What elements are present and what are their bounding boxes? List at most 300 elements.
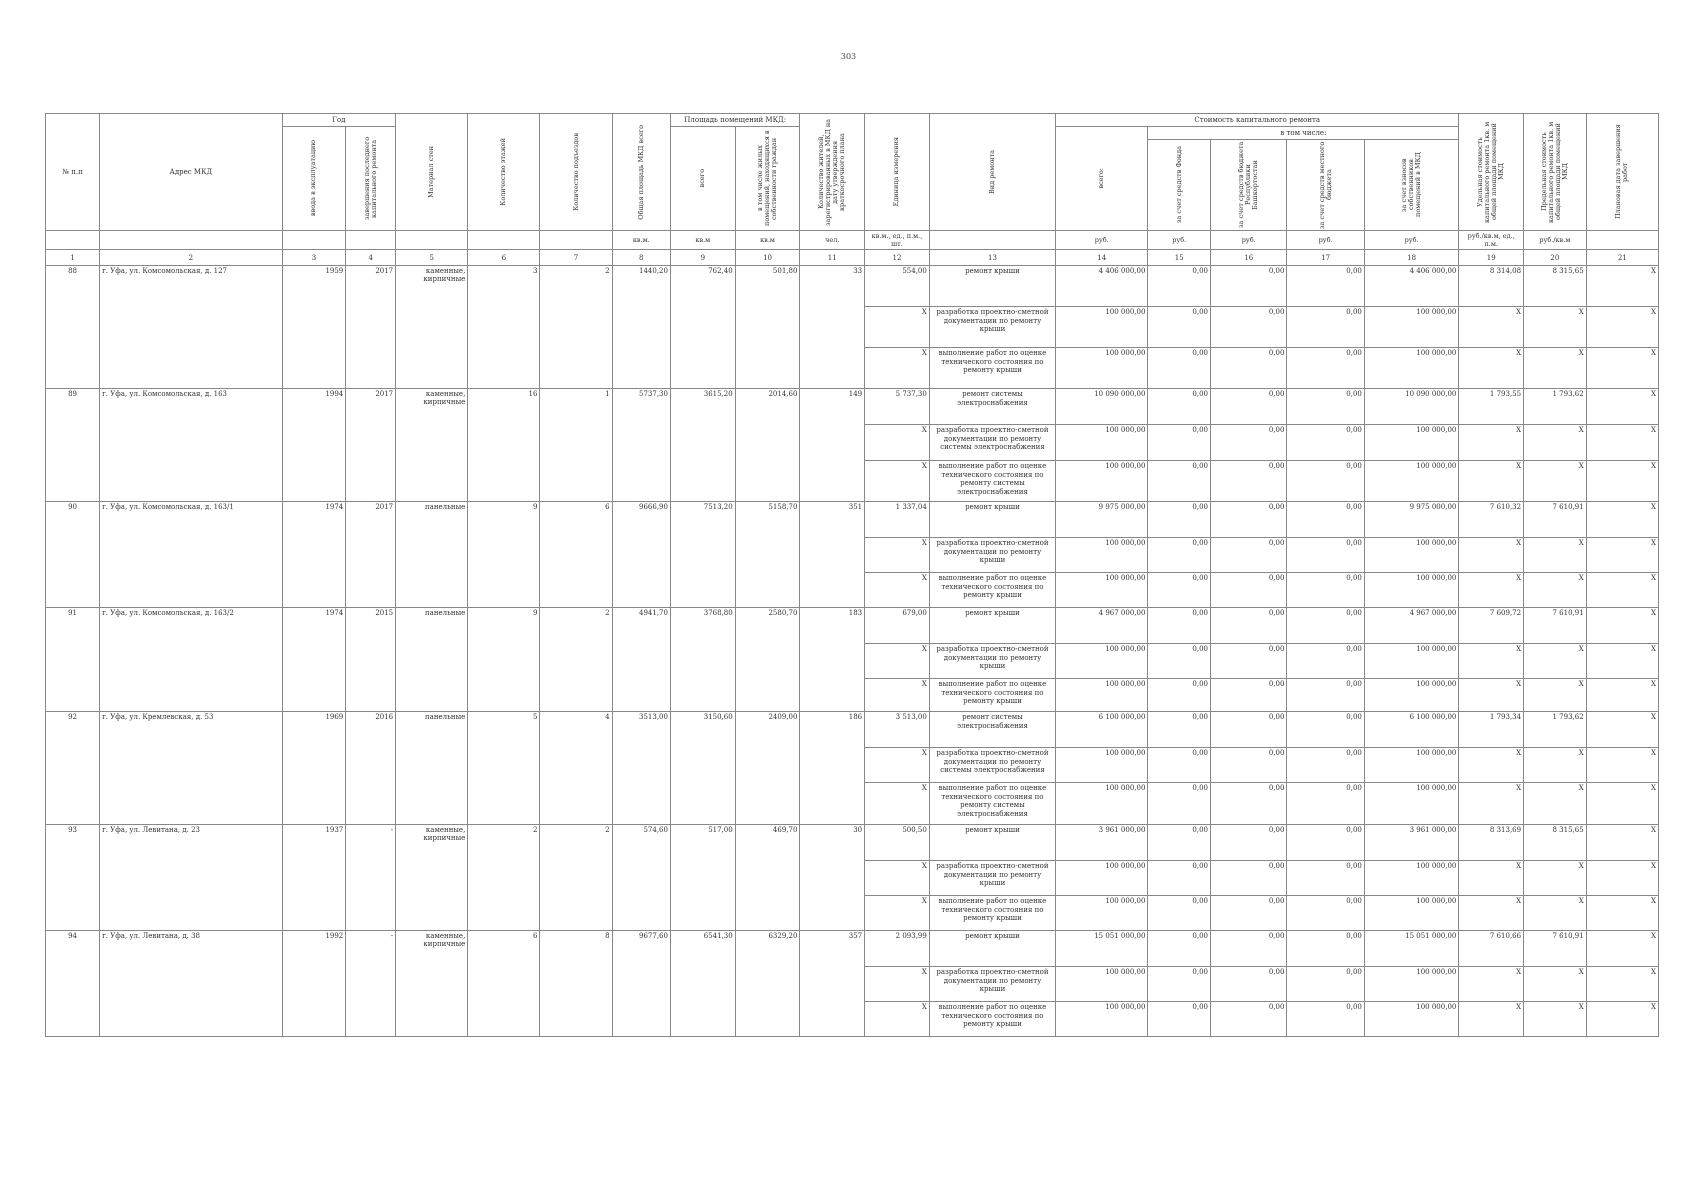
row-residents: 357 xyxy=(800,931,865,1037)
row-year-commission: 1959 xyxy=(282,266,346,389)
deadline: X xyxy=(1586,896,1658,931)
row-residents: 149 xyxy=(800,389,865,502)
header-unit-cost: Удельная стоимость капитального ремонта 1кв. м общей площади помещений МКД xyxy=(1459,114,1524,231)
cost-owners: 3 961 000,00 xyxy=(1364,825,1459,861)
cost-fund: 0,00 xyxy=(1148,679,1211,712)
row-residents: 186 xyxy=(800,712,865,825)
row-total-area: 9666,90 xyxy=(612,502,670,608)
cost-fund: 0,00 xyxy=(1148,348,1211,389)
work-quantity: X xyxy=(865,896,930,931)
header-address: Адрес МКД xyxy=(100,114,283,231)
cost-local: 0,00 xyxy=(1287,783,1364,825)
row-address: г. Уфа, ул. Комсомольская, д. 163/1 xyxy=(100,502,283,608)
unit-cost: X xyxy=(1459,783,1524,825)
work-type: выполнение работ по оценке технического состояния по ремонту крыши xyxy=(929,348,1055,389)
work-quantity: X xyxy=(865,783,930,825)
cost-owners: 100 000,00 xyxy=(1364,967,1459,1002)
cost-fund: 0,00 xyxy=(1148,896,1211,931)
cost-republic: 0,00 xyxy=(1211,1002,1287,1037)
cost-owners: 4 967 000,00 xyxy=(1364,608,1459,644)
cost-fund: 0,00 xyxy=(1148,783,1211,825)
col-number: 6 xyxy=(468,250,540,266)
deadline: X xyxy=(1586,266,1658,307)
work-type: разработка проектно-сметной документации по ремонту крыши xyxy=(929,967,1055,1002)
row-premises-total: 7513,20 xyxy=(670,502,735,608)
table-row xyxy=(46,502,1659,538)
unit-cost: X xyxy=(1459,644,1524,679)
cost-local: 0,00 xyxy=(1287,896,1364,931)
cost-republic: 0,00 xyxy=(1211,861,1287,896)
work-type: выполнение работ по оценке технического состояния по ремонту крыши xyxy=(929,1002,1055,1037)
work-quantity: 679,00 xyxy=(865,608,930,644)
col-number: 15 xyxy=(1148,250,1211,266)
cost-local: 0,00 xyxy=(1287,538,1364,573)
cost-owners: 100 000,00 xyxy=(1364,679,1459,712)
cost-fund: 0,00 xyxy=(1148,573,1211,608)
col-number: 12 xyxy=(865,250,930,266)
row-year-commission: 1974 xyxy=(282,502,346,608)
unit-cell: руб. xyxy=(1211,231,1287,250)
cost-local: 0,00 xyxy=(1287,644,1364,679)
unit-cell: кв.м. xyxy=(612,231,670,250)
cost-owners: 100 000,00 xyxy=(1364,425,1459,461)
cost-owners: 100 000,00 xyxy=(1364,307,1459,348)
row-num: 88 xyxy=(46,266,100,389)
cost-owners: 10 090 000,00 xyxy=(1364,389,1459,425)
row-total-area: 3513,00 xyxy=(612,712,670,825)
cost-republic: 0,00 xyxy=(1211,967,1287,1002)
row-year-last-repair: 2017 xyxy=(346,502,396,608)
cost-local: 0,00 xyxy=(1287,931,1364,967)
row-floors: 6 xyxy=(468,931,540,1037)
max-cost: 7 610,91 xyxy=(1524,502,1587,538)
cost-republic: 0,00 xyxy=(1211,644,1287,679)
row-total-area: 4941,70 xyxy=(612,608,670,712)
row-year-last-repair: - xyxy=(346,825,396,931)
col-number: 18 xyxy=(1364,250,1459,266)
unit-cell: руб. xyxy=(1056,231,1148,250)
work-quantity: X xyxy=(865,748,930,783)
max-cost: X xyxy=(1524,348,1587,389)
header-premises-group: Площадь помещений МКД: xyxy=(670,114,799,127)
work-type: выполнение работ по оценке технического состояния по ремонту крыши xyxy=(929,896,1055,931)
cost-republic: 0,00 xyxy=(1211,608,1287,644)
cost-owners: 100 000,00 xyxy=(1364,896,1459,931)
unit-cost: X xyxy=(1459,348,1524,389)
cost-republic: 0,00 xyxy=(1211,425,1287,461)
row-premises-residential: 2409,00 xyxy=(735,712,800,825)
work-type: ремонт крыши xyxy=(929,608,1055,644)
repair-plan-table xyxy=(45,113,1659,1037)
cost-fund: 0,00 xyxy=(1148,712,1211,748)
header-year-last-repair: завершения последнего капитального ремонта xyxy=(346,127,396,231)
col-number: 19 xyxy=(1459,250,1524,266)
deadline: X xyxy=(1586,825,1658,861)
cost-local: 0,00 xyxy=(1287,712,1364,748)
cost-total: 100 000,00 xyxy=(1056,967,1148,1002)
cost-local: 0,00 xyxy=(1287,679,1364,712)
cost-total: 100 000,00 xyxy=(1056,538,1148,573)
header-cost-republic: за счет средств бюджета Республики Башкортостан xyxy=(1211,140,1287,231)
cost-total: 100 000,00 xyxy=(1056,748,1148,783)
deadline: X xyxy=(1586,348,1658,389)
row-year-last-repair: - xyxy=(346,931,396,1037)
row-num: 93 xyxy=(46,825,100,931)
cost-owners: 100 000,00 xyxy=(1364,538,1459,573)
work-quantity: X xyxy=(865,573,930,608)
col-number: 9 xyxy=(670,250,735,266)
cost-fund: 0,00 xyxy=(1148,307,1211,348)
col-number: 7 xyxy=(540,250,612,266)
table-row xyxy=(46,389,1659,425)
row-total-area: 574,60 xyxy=(612,825,670,931)
cost-total: 100 000,00 xyxy=(1056,307,1148,348)
units-row xyxy=(46,231,1659,250)
row-num: 92 xyxy=(46,712,100,825)
work-type: разработка проектно-сметной документации по ремонту крыши xyxy=(929,307,1055,348)
header-work-type: Вид ремонта xyxy=(929,114,1055,231)
cost-owners: 100 000,00 xyxy=(1364,1002,1459,1037)
cost-total: 100 000,00 xyxy=(1056,783,1148,825)
max-cost: X xyxy=(1524,748,1587,783)
cost-local: 0,00 xyxy=(1287,307,1364,348)
max-cost: X xyxy=(1524,425,1587,461)
max-cost: X xyxy=(1524,967,1587,1002)
cost-owners: 100 000,00 xyxy=(1364,461,1459,502)
cost-republic: 0,00 xyxy=(1211,896,1287,931)
deadline: X xyxy=(1586,502,1658,538)
cost-fund: 0,00 xyxy=(1148,461,1211,502)
work-quantity: X xyxy=(865,425,930,461)
unit-cell: кв.м xyxy=(735,231,800,250)
row-entrances: 2 xyxy=(540,266,612,389)
header-incl: в том числе: xyxy=(1148,127,1459,140)
header-total-area: Общая площадь МКД всего xyxy=(612,114,670,231)
cost-republic: 0,00 xyxy=(1211,348,1287,389)
cost-fund: 0,00 xyxy=(1148,538,1211,573)
row-floors: 2 xyxy=(468,825,540,931)
header-max-cost: Предельная стоимость капитального ремонта 1кв. м общей площади помещений МКД xyxy=(1524,114,1587,231)
cost-owners: 15 051 000,00 xyxy=(1364,931,1459,967)
header-year-group: Год xyxy=(282,114,396,127)
work-quantity: X xyxy=(865,307,930,348)
unit-cost: 1 793,55 xyxy=(1459,389,1524,425)
deadline: X xyxy=(1586,748,1658,783)
max-cost: 1 793,62 xyxy=(1524,389,1587,425)
row-wall-material: каменные, кирпичные xyxy=(396,825,468,931)
header-deadline: Плановая дата завершения работ xyxy=(1586,114,1658,231)
row-year-last-repair: 2015 xyxy=(346,608,396,712)
col-number: 11 xyxy=(800,250,865,266)
work-quantity: X xyxy=(865,861,930,896)
unit-cell: руб. xyxy=(1364,231,1459,250)
max-cost: X xyxy=(1524,1002,1587,1037)
row-total-area: 5737,30 xyxy=(612,389,670,502)
deadline: X xyxy=(1586,931,1658,967)
max-cost: X xyxy=(1524,461,1587,502)
cost-total: 10 090 000,00 xyxy=(1056,389,1148,425)
cost-local: 0,00 xyxy=(1287,573,1364,608)
row-wall-material: каменные, кирпичные xyxy=(396,389,468,502)
work-type: ремонт крыши xyxy=(929,931,1055,967)
cost-total: 100 000,00 xyxy=(1056,573,1148,608)
cost-local: 0,00 xyxy=(1287,502,1364,538)
unit-cost: 7 610,32 xyxy=(1459,502,1524,538)
row-num: 94 xyxy=(46,931,100,1037)
cost-total: 4 406 000,00 xyxy=(1056,266,1148,307)
row-floors: 3 xyxy=(468,266,540,389)
table-row xyxy=(46,931,1659,967)
row-num: 89 xyxy=(46,389,100,502)
table-row xyxy=(46,266,1659,307)
work-type: разработка проектно-сметной документации по ремонту системы электроснабжения xyxy=(929,748,1055,783)
cost-republic: 0,00 xyxy=(1211,748,1287,783)
work-quantity: 3 513,00 xyxy=(865,712,930,748)
cost-local: 0,00 xyxy=(1287,389,1364,425)
cost-owners: 9 975 000,00 xyxy=(1364,502,1459,538)
cost-fund: 0,00 xyxy=(1148,389,1211,425)
deadline: X xyxy=(1586,573,1658,608)
work-quantity: X xyxy=(865,644,930,679)
row-wall-material: каменные, кирпичные xyxy=(396,931,468,1037)
max-cost: X xyxy=(1524,783,1587,825)
unit-cost: X xyxy=(1459,573,1524,608)
cost-fund: 0,00 xyxy=(1148,861,1211,896)
max-cost: 7 610,91 xyxy=(1524,608,1587,644)
row-year-last-repair: 2016 xyxy=(346,712,396,825)
header-premises-total: всего xyxy=(670,127,735,231)
work-quantity: X xyxy=(865,348,930,389)
table-row xyxy=(46,608,1659,644)
col-number: 1 xyxy=(46,250,100,266)
cost-owners: 100 000,00 xyxy=(1364,861,1459,896)
table-row xyxy=(46,825,1659,861)
cost-owners: 100 000,00 xyxy=(1364,783,1459,825)
work-type: разработка проектно-сметной документации по ремонту крыши xyxy=(929,644,1055,679)
max-cost: 8 315,65 xyxy=(1524,825,1587,861)
row-premises-total: 3150,60 xyxy=(670,712,735,825)
unit-cost: X xyxy=(1459,679,1524,712)
cost-total: 100 000,00 xyxy=(1056,644,1148,679)
row-premises-residential: 2580,70 xyxy=(735,608,800,712)
row-floors: 9 xyxy=(468,608,540,712)
row-residents: 183 xyxy=(800,608,865,712)
row-year-commission: 1969 xyxy=(282,712,346,825)
row-premises-residential: 469,70 xyxy=(735,825,800,931)
header-premises-residential: в том числе жилых помещений, находящихся в собственности граждан xyxy=(735,127,800,231)
header-cost-local: за счет средств местного бюджета xyxy=(1287,140,1364,231)
row-total-area: 1440,20 xyxy=(612,266,670,389)
cost-local: 0,00 xyxy=(1287,1002,1364,1037)
row-entrances: 2 xyxy=(540,608,612,712)
row-address: г. Уфа, ул. Левитана, д. 38 xyxy=(100,931,283,1037)
cost-fund: 0,00 xyxy=(1148,931,1211,967)
deadline: X xyxy=(1586,307,1658,348)
cost-fund: 0,00 xyxy=(1148,748,1211,783)
row-wall-material: панельные xyxy=(396,502,468,608)
work-quantity: X xyxy=(865,538,930,573)
col-number: 21 xyxy=(1586,250,1658,266)
row-num: 91 xyxy=(46,608,100,712)
row-address: г. Уфа, ул. Левитана, д. 23 xyxy=(100,825,283,931)
unit-cost: 1 793,34 xyxy=(1459,712,1524,748)
header-cost-group: Стоимость капитального ремонта xyxy=(1056,114,1459,127)
col-number: 5 xyxy=(396,250,468,266)
max-cost: X xyxy=(1524,644,1587,679)
cost-owners: 100 000,00 xyxy=(1364,748,1459,783)
cost-local: 0,00 xyxy=(1287,348,1364,389)
col-number: 17 xyxy=(1287,250,1364,266)
column-numbers-row xyxy=(46,250,1659,266)
cost-local: 0,00 xyxy=(1287,861,1364,896)
cost-republic: 0,00 xyxy=(1211,538,1287,573)
deadline: X xyxy=(1586,712,1658,748)
cost-fund: 0,00 xyxy=(1148,425,1211,461)
work-type: выполнение работ по оценке технического состояния по ремонту системы электроснабжения xyxy=(929,783,1055,825)
work-quantity: 554,00 xyxy=(865,266,930,307)
max-cost: 1 793,62 xyxy=(1524,712,1587,748)
cost-republic: 0,00 xyxy=(1211,712,1287,748)
unit-cost: X xyxy=(1459,748,1524,783)
col-number: 16 xyxy=(1211,250,1287,266)
cost-local: 0,00 xyxy=(1287,425,1364,461)
cost-fund: 0,00 xyxy=(1148,1002,1211,1037)
work-type: разработка проектно-сметной документации по ремонту крыши xyxy=(929,538,1055,573)
cost-fund: 0,00 xyxy=(1148,644,1211,679)
deadline: X xyxy=(1586,679,1658,712)
work-type: ремонт крыши xyxy=(929,502,1055,538)
header-residents: Количество жителей, зарегистрированных в МКД на дату утверждения краткосрочного плана xyxy=(800,114,865,231)
row-year-commission: 1937 xyxy=(282,825,346,931)
row-premises-total: 3615,20 xyxy=(670,389,735,502)
cost-total: 100 000,00 xyxy=(1056,896,1148,931)
max-cost: X xyxy=(1524,679,1587,712)
cost-fund: 0,00 xyxy=(1148,502,1211,538)
cost-total: 100 000,00 xyxy=(1056,348,1148,389)
cost-total: 100 000,00 xyxy=(1056,461,1148,502)
cost-total: 6 100 000,00 xyxy=(1056,712,1148,748)
work-type: выполнение работ по оценке технического состояния по ремонту крыши xyxy=(929,679,1055,712)
unit-cost: 8 313,69 xyxy=(1459,825,1524,861)
cost-owners: 100 000,00 xyxy=(1364,644,1459,679)
header-num: № п.п xyxy=(46,114,100,231)
work-quantity: X xyxy=(865,967,930,1002)
cost-fund: 0,00 xyxy=(1148,967,1211,1002)
row-residents: 351 xyxy=(800,502,865,608)
row-wall-material: каменные, кирпичные xyxy=(396,266,468,389)
unit-cost: X xyxy=(1459,861,1524,896)
header-cost-total: всего: xyxy=(1056,127,1148,231)
row-premises-total: 3768,80 xyxy=(670,608,735,712)
unit-cost: 7 610,66 xyxy=(1459,931,1524,967)
work-quantity: 2 093,99 xyxy=(865,931,930,967)
cost-total: 9 975 000,00 xyxy=(1056,502,1148,538)
col-number: 8 xyxy=(612,250,670,266)
row-wall-material: панельные xyxy=(396,712,468,825)
row-entrances: 1 xyxy=(540,389,612,502)
cost-local: 0,00 xyxy=(1287,266,1364,307)
unit-cell: руб. xyxy=(1148,231,1211,250)
cost-total: 100 000,00 xyxy=(1056,425,1148,461)
row-premises-residential: 2014,60 xyxy=(735,389,800,502)
work-quantity: 5 737,30 xyxy=(865,389,930,425)
unit-cost: X xyxy=(1459,538,1524,573)
row-floors: 9 xyxy=(468,502,540,608)
cost-local: 0,00 xyxy=(1287,967,1364,1002)
cost-republic: 0,00 xyxy=(1211,307,1287,348)
header-cost-owners: за счет взносов собственников помещений в МКД xyxy=(1364,140,1459,231)
row-premises-total: 517,00 xyxy=(670,825,735,931)
header-cost-fund: за счет средств Фонда xyxy=(1148,140,1211,231)
unit-cost: 7 609,72 xyxy=(1459,608,1524,644)
row-floors: 16 xyxy=(468,389,540,502)
unit-cost: X xyxy=(1459,307,1524,348)
deadline: X xyxy=(1586,389,1658,425)
cost-fund: 0,00 xyxy=(1148,608,1211,644)
work-quantity: X xyxy=(865,1002,930,1037)
row-entrances: 2 xyxy=(540,825,612,931)
deadline: X xyxy=(1586,425,1658,461)
deadline: X xyxy=(1586,1002,1658,1037)
deadline: X xyxy=(1586,967,1658,1002)
max-cost: X xyxy=(1524,538,1587,573)
cost-republic: 0,00 xyxy=(1211,679,1287,712)
cost-owners: 100 000,00 xyxy=(1364,573,1459,608)
unit-cell: руб. xyxy=(1287,231,1364,250)
row-total-area: 9677,60 xyxy=(612,931,670,1037)
work-type: выполнение работ по оценке технического состояния по ремонту системы электроснабжения xyxy=(929,461,1055,502)
col-number: 13 xyxy=(929,250,1055,266)
unit-cell: руб./кв.м xyxy=(1524,231,1587,250)
work-type: ремонт крыши xyxy=(929,266,1055,307)
unit-cost: X xyxy=(1459,896,1524,931)
row-premises-total: 762,40 xyxy=(670,266,735,389)
col-number: 4 xyxy=(346,250,396,266)
work-type: ремонт системы электроснабжения xyxy=(929,389,1055,425)
row-address: г. Уфа, ул. Комсомольская, д. 163/2 xyxy=(100,608,283,712)
work-quantity: X xyxy=(865,461,930,502)
header-floors: Количество этажей xyxy=(468,114,540,231)
cost-owners: 6 100 000,00 xyxy=(1364,712,1459,748)
row-entrances: 4 xyxy=(540,712,612,825)
cost-total: 100 000,00 xyxy=(1056,679,1148,712)
row-num: 90 xyxy=(46,502,100,608)
cost-republic: 0,00 xyxy=(1211,266,1287,307)
deadline: X xyxy=(1586,783,1658,825)
col-number: 3 xyxy=(282,250,346,266)
work-type: ремонт системы электроснабжения xyxy=(929,712,1055,748)
header-entrances: Количество подъездов xyxy=(540,114,612,231)
row-residents: 33 xyxy=(800,266,865,389)
row-entrances: 6 xyxy=(540,502,612,608)
cost-owners: 100 000,00 xyxy=(1364,348,1459,389)
row-year-commission: 1994 xyxy=(282,389,346,502)
cost-republic: 0,00 xyxy=(1211,931,1287,967)
cost-local: 0,00 xyxy=(1287,825,1364,861)
work-type: ремонт крыши xyxy=(929,825,1055,861)
col-number: 20 xyxy=(1524,250,1587,266)
unit-cost: X xyxy=(1459,461,1524,502)
cost-owners: 4 406 000,00 xyxy=(1364,266,1459,307)
deadline: X xyxy=(1586,861,1658,896)
deadline: X xyxy=(1586,644,1658,679)
cost-fund: 0,00 xyxy=(1148,266,1211,307)
row-address: г. Уфа, ул. Комсомольская, д. 127 xyxy=(100,266,283,389)
col-number: 10 xyxy=(735,250,800,266)
cost-total: 4 967 000,00 xyxy=(1056,608,1148,644)
row-year-last-repair: 2017 xyxy=(346,266,396,389)
unit-cost: X xyxy=(1459,1002,1524,1037)
